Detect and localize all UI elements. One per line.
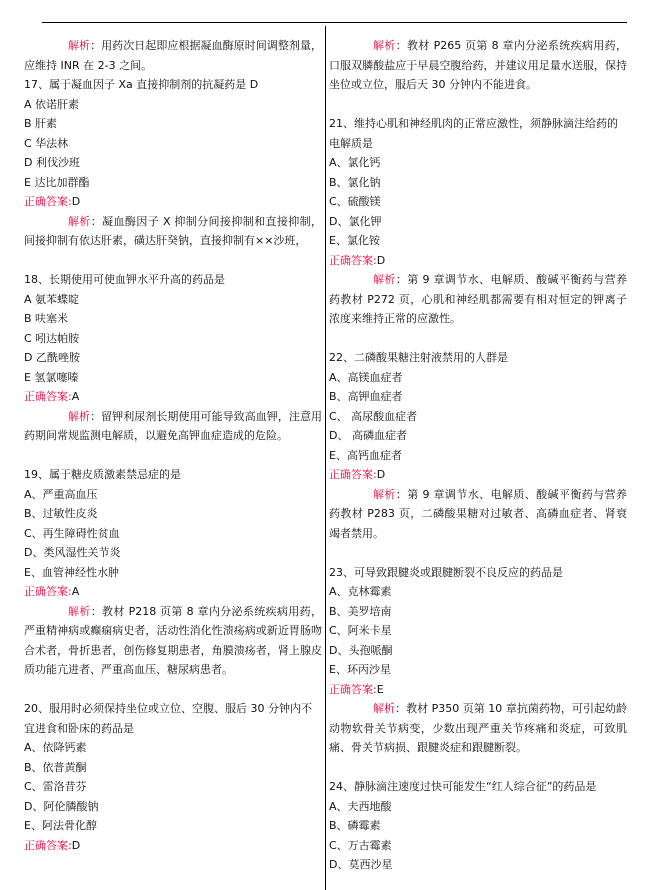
explanation-label: 解析 [373, 273, 396, 286]
answer-line [329, 251, 627, 271]
answer-label: 正确答案: [24, 838, 72, 852]
blank-line [24, 251, 322, 271]
question-stem: 24、静脉滴注速度过快可能发生“红人综合征”的药品是 [329, 780, 597, 793]
answer-label: 正确答案: [329, 468, 377, 481]
question-stem: 21、维持心肌和神经肌肉的正常应激性，须静脉滴注给药的电解质是 [329, 117, 618, 150]
answer-line [24, 582, 322, 602]
answer-option: A 氨苯蝶啶 [24, 292, 80, 306]
question-stem: 20、服用时必须保持坐位或立位、空腹、服后 30 分钟内不宜进食和卧床的药品是 [24, 702, 312, 735]
answer-option: A、依降钙素 [24, 741, 87, 754]
explanation-label: 解析 [373, 39, 396, 52]
question-stem: 22、二磷酸果糖注射液禁用的人群是 [329, 351, 508, 364]
explanation-text: ：教材 P350 页第 10 章抗菌药物，可引起幼龄动物软骨关节病变，少数出现严重关节疼痛和炎症，可致肌痛、骨关节病损、跟腱炎症和跟腱断裂。 [329, 702, 627, 754]
header-rule [42, 22, 627, 23]
answer-option: B、高钾血症者 [329, 390, 403, 403]
answer-label: 正确答案: [329, 253, 377, 267]
explanation-label: 解析 [373, 702, 396, 715]
answer-option: D 乙酰唑胺 [24, 351, 80, 364]
answer-option: C、雷洛昔芬 [24, 780, 87, 793]
answer-option: D 利伐沙班 [24, 156, 80, 169]
answer-line [329, 680, 627, 700]
question-stem: 17、属于凝血因子 Xa 直接抑制剂的抗凝药是 D [24, 78, 259, 91]
answer-option: C、 高尿酸血症者 [329, 409, 418, 423]
answer-label: 正确答案: [329, 682, 377, 696]
explanation [329, 270, 627, 329]
question-stem: 18、长期使用可使血钾水平升高的药品是 [24, 273, 225, 286]
answer-option: A、严重高血压 [24, 487, 98, 501]
explanation [329, 699, 627, 758]
answer-option: E、环丙沙星 [329, 663, 391, 676]
answer-option: B、美罗培南 [329, 604, 392, 618]
answer-option: B 肝素 [24, 117, 58, 130]
answer-value: D [71, 838, 81, 852]
answer-option: C、万古霉素 [329, 838, 392, 852]
answer-line [329, 465, 627, 485]
answer-label: 正确答案: [24, 390, 72, 403]
answer-option: C、再生障碍性贫血 [24, 526, 120, 540]
blank-line [329, 329, 627, 349]
explanation-label: 解析 [68, 409, 91, 423]
explanation [24, 212, 322, 251]
explanation [24, 407, 322, 446]
explanation-text: ：凝血酶因子 X 抑制分间接抑制和直接抑制，间接抑制有依达肝素，磺达肝癸钠，直接抑制有××沙班， [24, 214, 323, 247]
explanation [24, 602, 322, 680]
explanation-text: ：第 9 章调节水、电解质、酸碱平衡药与营养药教材 P283 页，二磷酸果糖对过敏者、高磷血症者、肾衰竭者禁用。 [329, 487, 628, 540]
answer-option: A、夫西地酸 [329, 799, 392, 813]
explanation-text: ：教材 P218 页第 8 章内分泌系统疾病用药，严重精神病或癫痫病史者，活动性消化性溃疡病或新近胃肠吻合术者，骨折患者，创伤修复期患者，角膜溃疡者，肾上腺皮质功能亢进者、严重高血压、糖尿病患者。 [24, 604, 322, 676]
answer-option: C、阿米卡星 [329, 624, 392, 637]
explanation [329, 485, 627, 544]
explanation-label: 解析 [68, 39, 91, 52]
answer-option: C、硫酸镁 [329, 195, 381, 208]
explanation-label: 解析 [373, 487, 396, 501]
answer-value: D [376, 468, 386, 481]
answer-option: A、氯化钙 [329, 156, 381, 169]
blank-line [329, 95, 627, 115]
answer-value: A [71, 585, 80, 598]
answer-option: B 呋塞米 [24, 312, 69, 325]
answer-option: E、氯化铵 [329, 234, 380, 247]
answer-option: B、依普黄酮 [24, 760, 87, 774]
answer-option: E、血管神经性水肿 [24, 565, 119, 579]
answer-option: D、氯化钾 [329, 214, 382, 228]
blank-line [24, 680, 322, 700]
answer-option: D、头孢哌酮 [329, 643, 393, 657]
explanation-text: ：教材 P265 页第 8 章内分泌系统疾病用药，口服双膦酸盐应于早晨空腹给药，并建议用足量水送服，保持坐位或立位，服后天 30 分钟内不能进食。 [329, 39, 627, 91]
answer-option: B、氯化钠 [329, 175, 381, 189]
answer-option: D、类风湿性关节炎 [24, 546, 121, 559]
explanation-text: ：留钾利尿剂长期使用可能导致高血钾，注意用药期间常规监测电解质，以避免高钾血症造成的危险。 [24, 409, 323, 442]
answer-option: A、高镁血症者 [329, 370, 403, 384]
answer-option: D、 高磷血症者 [329, 429, 407, 442]
blank-line [24, 446, 322, 466]
explanation [329, 36, 627, 95]
answer-line [24, 387, 322, 407]
answer-line [24, 192, 322, 212]
answer-option: C 华法林 [24, 136, 69, 150]
answer-option: E 达比加群酯 [24, 175, 90, 189]
answer-option: B、过敏性皮炎 [24, 507, 98, 520]
explanation-label: 解析 [68, 214, 91, 228]
answer-label: 正确答案: [24, 195, 72, 208]
answer-value: D [376, 253, 386, 267]
answer-value: D [71, 195, 81, 208]
answer-option: E、高钙血症者 [329, 448, 402, 462]
answer-option: D、莫西沙星 [329, 858, 393, 871]
question-stem: 19、属于糖皮质激素禁忌症的是 [24, 468, 181, 481]
answer-value: A [71, 390, 80, 403]
explanation [24, 36, 322, 75]
left-column [24, 36, 322, 855]
answer-option: E、阿法骨化醇 [24, 819, 97, 832]
answer-value: E [376, 682, 384, 696]
answer-option: A、克林霉素 [329, 585, 392, 598]
question-stem: 23、可导致跟腱炎或跟腱断裂不良反应的药品是 [329, 565, 563, 579]
answer-option: D、阿伦膦酸钠 [24, 799, 99, 813]
blank-line [329, 543, 627, 563]
answer-line [24, 836, 322, 856]
explanation-text: ：第 9 章调节水、电解质、酸碱平衡药与营养药教材 P272 页，心肌和神经肌都需要有相对恒定的钾离子浓度来维持正常的应激性。 [329, 273, 628, 325]
answer-label: 正确答案: [24, 585, 72, 598]
blank-line [329, 758, 627, 778]
right-column [329, 36, 627, 875]
answer-option: A 依诺肝素 [24, 97, 80, 111]
column-divider [325, 26, 326, 890]
answer-option: E 氢氯噻嗪 [24, 370, 79, 384]
explanation-label: 解析 [68, 604, 91, 618]
explanation-text: ：用药次日起即应根据凝血酶原时间调整剂量，应维持 INR 在 2-3 之间。 [24, 39, 323, 72]
answer-option: C 吲达帕胺 [24, 331, 80, 345]
answer-option: B、磷霉素 [329, 819, 381, 832]
